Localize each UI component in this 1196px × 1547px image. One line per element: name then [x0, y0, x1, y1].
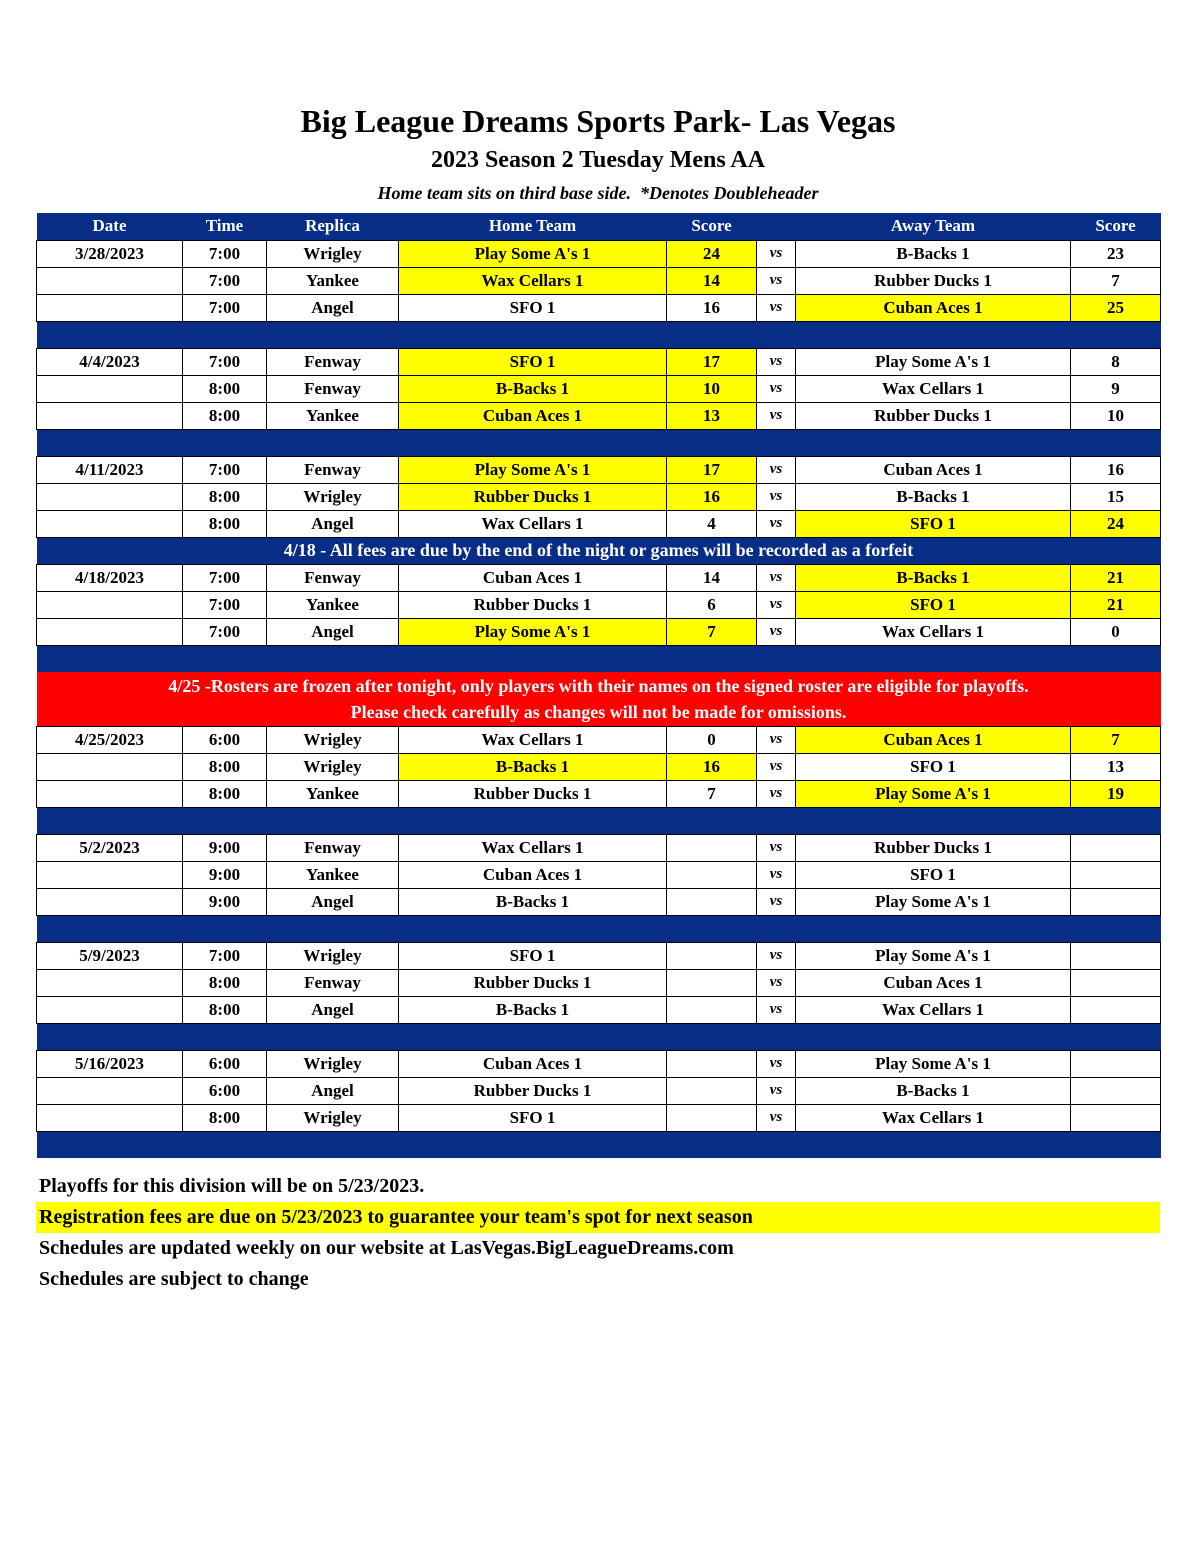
home-score-cell: 14 [667, 564, 757, 591]
time-cell: 9:00 [183, 834, 267, 861]
time-cell: 8:00 [183, 1104, 267, 1131]
game-row [37, 294, 1161, 321]
replica-cell: Fenway [267, 348, 399, 375]
registration-note: Registration fees are due on 5/23/2023 to guarantee your team's spot for next season [36, 1202, 1160, 1233]
replica-cell: Fenway [267, 456, 399, 483]
away-score-cell: 15 [1071, 483, 1161, 510]
away-score-cell [1071, 888, 1161, 915]
home-score-cell: 16 [667, 753, 757, 780]
home-team-cell: Wax Cellars 1 [399, 267, 667, 294]
time-cell: 9:00 [183, 861, 267, 888]
away-score-cell: 7 [1071, 726, 1161, 753]
vs-cell: vs [757, 348, 796, 375]
date-cell [37, 267, 183, 294]
away-team-cell: Rubber Ducks 1 [796, 834, 1071, 861]
column-header-score: Score [667, 213, 757, 240]
vs-cell: vs [757, 267, 796, 294]
vs-cell: vs [757, 240, 796, 267]
home-score-cell [667, 1050, 757, 1077]
date-cell [37, 969, 183, 996]
home-team-cell: Play Some A's 1 [399, 240, 667, 267]
replica-cell: Wrigley [267, 942, 399, 969]
home-team-cell: B-Backs 1 [399, 996, 667, 1023]
away-score-cell: 21 [1071, 564, 1161, 591]
time-cell: 7:00 [183, 240, 267, 267]
away-team-cell: Cuban Aces 1 [796, 726, 1071, 753]
game-row [37, 1077, 1161, 1104]
fees-banner-text: 4/18 - All fees are due by the end of the night or games will be recorded as a forfeit [37, 537, 1161, 564]
date-cell [37, 510, 183, 537]
home-team-cell: Play Some A's 1 [399, 456, 667, 483]
replica-cell: Angel [267, 294, 399, 321]
away-score-cell [1071, 834, 1161, 861]
time-cell: 7:00 [183, 294, 267, 321]
replica-cell: Yankee [267, 267, 399, 294]
home-score-cell: 7 [667, 780, 757, 807]
vs-cell: vs [757, 726, 796, 753]
away-team-cell: Play Some A's 1 [796, 780, 1071, 807]
time-cell: 8:00 [183, 753, 267, 780]
home-score-cell [667, 888, 757, 915]
time-cell: 8:00 [183, 510, 267, 537]
replica-cell: Wrigley [267, 240, 399, 267]
game-row [37, 267, 1161, 294]
vs-cell: vs [757, 996, 796, 1023]
vs-cell: vs [757, 780, 796, 807]
away-team-cell: Rubber Ducks 1 [796, 267, 1071, 294]
home-team-cell: Rubber Ducks 1 [399, 969, 667, 996]
replica-cell: Fenway [267, 834, 399, 861]
home-team-cell: SFO 1 [399, 942, 667, 969]
home-score-cell: 16 [667, 483, 757, 510]
time-cell: 8:00 [183, 375, 267, 402]
column-header-away-team: Away Team [796, 213, 1071, 240]
replica-cell: Wrigley [267, 1104, 399, 1131]
replica-cell: Wrigley [267, 483, 399, 510]
home-score-cell [667, 969, 757, 996]
game-row [37, 348, 1161, 375]
home-team-cell: SFO 1 [399, 294, 667, 321]
away-team-cell: Rubber Ducks 1 [796, 402, 1071, 429]
time-cell: 8:00 [183, 996, 267, 1023]
vs-cell: vs [757, 1050, 796, 1077]
separator-row [37, 321, 1161, 348]
away-team-cell: B-Backs 1 [796, 1077, 1071, 1104]
separator-row [37, 807, 1161, 834]
time-cell: 8:00 [183, 780, 267, 807]
separator-bar [37, 807, 1161, 834]
home-score-cell: 7 [667, 618, 757, 645]
away-score-cell: 10 [1071, 402, 1161, 429]
date-cell [37, 618, 183, 645]
away-score-cell [1071, 969, 1161, 996]
home-team-cell: B-Backs 1 [399, 888, 667, 915]
game-row [37, 888, 1161, 915]
vs-cell: vs [757, 834, 796, 861]
date-cell [37, 861, 183, 888]
replica-cell: Yankee [267, 402, 399, 429]
table-header-row [37, 213, 1161, 240]
away-score-cell: 8 [1071, 348, 1161, 375]
vs-cell: vs [757, 294, 796, 321]
column-header-date: Date [37, 213, 183, 240]
date-cell [37, 402, 183, 429]
away-team-cell: Wax Cellars 1 [796, 375, 1071, 402]
away-score-cell [1071, 1050, 1161, 1077]
home-team-note: Home team sits on third base side. *Denotes Doubleheader [377, 183, 819, 203]
home-score-cell: 13 [667, 402, 757, 429]
replica-cell: Yankee [267, 591, 399, 618]
date-cell: 5/2/2023 [37, 834, 183, 861]
separator-row [37, 1131, 1161, 1158]
footer-notes [36, 1171, 1160, 1295]
game-row [37, 996, 1161, 1023]
home-score-cell [667, 942, 757, 969]
rosters-banner-text [37, 672, 1161, 726]
away-team-cell: SFO 1 [796, 861, 1071, 888]
vs-cell: vs [757, 456, 796, 483]
home-team-cell: Cuban Aces 1 [399, 861, 667, 888]
replica-cell: Angel [267, 1077, 399, 1104]
home-score-cell: 4 [667, 510, 757, 537]
replica-cell: Angel [267, 510, 399, 537]
time-cell: 7:00 [183, 456, 267, 483]
time-cell: 8:00 [183, 402, 267, 429]
game-row [37, 969, 1161, 996]
game-row [37, 1104, 1161, 1131]
subject-to-change-note: Schedules are subject to change [39, 1268, 309, 1290]
away-team-cell: SFO 1 [796, 591, 1071, 618]
replica-cell: Angel [267, 996, 399, 1023]
home-score-cell [667, 861, 757, 888]
vs-cell: vs [757, 753, 796, 780]
date-cell: 4/25/2023 [37, 726, 183, 753]
date-cell [37, 1077, 183, 1104]
away-team-cell: B-Backs 1 [796, 483, 1071, 510]
separator-row [37, 915, 1161, 942]
home-score-cell [667, 1104, 757, 1131]
game-row [37, 942, 1161, 969]
date-cell: 4/18/2023 [37, 564, 183, 591]
column-header-home-team: Home Team [399, 213, 667, 240]
vs-cell: vs [757, 483, 796, 510]
date-cell [37, 375, 183, 402]
home-score-cell: 10 [667, 375, 757, 402]
date-cell: 4/4/2023 [37, 348, 183, 375]
away-team-cell: Wax Cellars 1 [796, 996, 1071, 1023]
home-team-cell: Cuban Aces 1 [399, 1050, 667, 1077]
away-team-cell: Play Some A's 1 [796, 942, 1071, 969]
home-score-cell: 17 [667, 348, 757, 375]
away-score-cell: 23 [1071, 240, 1161, 267]
game-row [37, 591, 1161, 618]
time-cell: 7:00 [183, 591, 267, 618]
away-team-cell: Cuban Aces 1 [796, 294, 1071, 321]
away-score-cell [1071, 1104, 1161, 1131]
away-score-cell: 0 [1071, 618, 1161, 645]
vs-cell: vs [757, 861, 796, 888]
home-score-cell: 0 [667, 726, 757, 753]
replica-cell: Wrigley [267, 753, 399, 780]
away-score-cell: 16 [1071, 456, 1161, 483]
date-cell: 5/16/2023 [37, 1050, 183, 1077]
date-cell [37, 780, 183, 807]
vs-cell: vs [757, 510, 796, 537]
home-score-cell: 6 [667, 591, 757, 618]
game-row [37, 564, 1161, 591]
game-row [37, 861, 1161, 888]
away-score-cell: 24 [1071, 510, 1161, 537]
date-cell [37, 996, 183, 1023]
away-score-cell: 9 [1071, 375, 1161, 402]
away-score-cell: 25 [1071, 294, 1161, 321]
home-team-cell: B-Backs 1 [399, 375, 667, 402]
date-cell [37, 888, 183, 915]
game-row [37, 1050, 1161, 1077]
away-team-cell: Cuban Aces 1 [796, 969, 1071, 996]
away-team-cell: Cuban Aces 1 [796, 456, 1071, 483]
home-team-cell: Cuban Aces 1 [399, 402, 667, 429]
replica-cell: Fenway [267, 564, 399, 591]
date-cell [37, 753, 183, 780]
vs-cell: vs [757, 402, 796, 429]
replica-cell: Yankee [267, 861, 399, 888]
replica-cell: Fenway [267, 969, 399, 996]
time-cell: 9:00 [183, 888, 267, 915]
game-row [37, 753, 1161, 780]
replica-cell: Angel [267, 888, 399, 915]
vs-cell: vs [757, 969, 796, 996]
date-cell: 5/9/2023 [37, 942, 183, 969]
time-cell: 7:00 [183, 348, 267, 375]
website-note: Schedules are updated weekly on our website at LasVegas.BigLeagueDreams.com [39, 1237, 734, 1259]
game-row [37, 834, 1161, 861]
home-team-cell: SFO 1 [399, 348, 667, 375]
home-score-cell: 17 [667, 456, 757, 483]
home-score-cell: 24 [667, 240, 757, 267]
rosters-banner-line: 4/25 -Rosters are frozen after tonight, only players with their names on the signed roster are eligible for playoffs. [168, 675, 1029, 696]
game-row [37, 510, 1161, 537]
replica-cell: Wrigley [267, 1050, 399, 1077]
away-team-cell: B-Backs 1 [796, 564, 1071, 591]
home-team-cell: Rubber Ducks 1 [399, 1077, 667, 1104]
date-cell [37, 591, 183, 618]
away-team-cell: Play Some A's 1 [796, 348, 1071, 375]
column-header-vs [757, 213, 796, 240]
home-score-cell [667, 996, 757, 1023]
schedule-table [36, 213, 1161, 1158]
separator-row [37, 429, 1161, 456]
game-row [37, 780, 1161, 807]
date-cell [37, 294, 183, 321]
separator-bar [37, 915, 1161, 942]
date-cell: 3/28/2023 [37, 240, 183, 267]
replica-cell: Fenway [267, 375, 399, 402]
away-score-cell: 13 [1071, 753, 1161, 780]
vs-cell: vs [757, 1104, 796, 1131]
away-score-cell [1071, 861, 1161, 888]
home-team-cell: Wax Cellars 1 [399, 510, 667, 537]
away-score-cell: 7 [1071, 267, 1161, 294]
away-score-cell [1071, 996, 1161, 1023]
away-team-cell: Wax Cellars 1 [796, 618, 1071, 645]
away-team-cell: Wax Cellars 1 [796, 1104, 1071, 1131]
game-row [37, 402, 1161, 429]
home-team-cell: Rubber Ducks 1 [399, 780, 667, 807]
home-score-cell: 14 [667, 267, 757, 294]
away-team-cell: Play Some A's 1 [796, 888, 1071, 915]
home-team-cell: Rubber Ducks 1 [399, 483, 667, 510]
vs-cell: vs [757, 618, 796, 645]
replica-cell: Angel [267, 618, 399, 645]
home-team-cell: B-Backs 1 [399, 753, 667, 780]
vs-cell: vs [757, 1077, 796, 1104]
page-title: Big League Dreams Sports Park- Las Vegas [300, 103, 896, 139]
game-row [37, 375, 1161, 402]
vs-cell: vs [757, 942, 796, 969]
away-score-cell [1071, 1077, 1161, 1104]
vs-cell: vs [757, 591, 796, 618]
time-cell: 6:00 [183, 1077, 267, 1104]
game-row [37, 618, 1161, 645]
game-row [37, 240, 1161, 267]
game-row [37, 456, 1161, 483]
date-cell [37, 1104, 183, 1131]
away-score-cell: 19 [1071, 780, 1161, 807]
separator-row [37, 645, 1161, 672]
time-cell: 7:00 [183, 564, 267, 591]
away-score-cell [1071, 942, 1161, 969]
time-cell: 8:00 [183, 969, 267, 996]
away-team-cell: SFO 1 [796, 510, 1071, 537]
away-team-cell: Play Some A's 1 [796, 1050, 1071, 1077]
separator-bar [37, 1131, 1161, 1158]
game-row [37, 726, 1161, 753]
home-team-cell: Rubber Ducks 1 [399, 591, 667, 618]
rosters-banner-line: Please check carefully as changes will not be made for omissions. [350, 701, 847, 722]
time-cell: 8:00 [183, 483, 267, 510]
column-header-score: Score [1071, 213, 1161, 240]
home-team-cell: SFO 1 [399, 1104, 667, 1131]
column-header-time: Time [183, 213, 267, 240]
time-cell: 7:00 [183, 942, 267, 969]
replica-cell: Wrigley [267, 726, 399, 753]
date-cell [37, 483, 183, 510]
home-score-cell: 16 [667, 294, 757, 321]
separator-bar [37, 429, 1161, 456]
vs-cell: vs [757, 564, 796, 591]
page-subtitle: 2023 Season 2 Tuesday Mens AA [430, 147, 766, 173]
replica-cell: Yankee [267, 780, 399, 807]
home-team-cell: Cuban Aces 1 [399, 564, 667, 591]
separator-bar [37, 645, 1161, 672]
separator-row [37, 1023, 1161, 1050]
date-cell: 4/11/2023 [37, 456, 183, 483]
playoffs-note: Playoffs for this division will be on 5/23/2023. [39, 1175, 425, 1197]
home-team-cell: Wax Cellars 1 [399, 834, 667, 861]
vs-cell: vs [757, 888, 796, 915]
rosters-banner-row [37, 672, 1161, 726]
away-team-cell: SFO 1 [796, 753, 1071, 780]
home-score-cell [667, 1077, 757, 1104]
separator-bar [37, 1023, 1161, 1050]
time-cell: 6:00 [183, 1050, 267, 1077]
vs-cell: vs [757, 375, 796, 402]
column-header-replica: Replica [267, 213, 399, 240]
game-row [37, 483, 1161, 510]
home-team-cell: Wax Cellars 1 [399, 726, 667, 753]
separator-bar [37, 321, 1161, 348]
time-cell: 6:00 [183, 726, 267, 753]
time-cell: 7:00 [183, 267, 267, 294]
away-score-cell: 21 [1071, 591, 1161, 618]
time-cell: 7:00 [183, 618, 267, 645]
away-team-cell: B-Backs 1 [796, 240, 1071, 267]
home-score-cell [667, 834, 757, 861]
home-team-cell: Play Some A's 1 [399, 618, 667, 645]
fees-banner-row [37, 537, 1161, 564]
